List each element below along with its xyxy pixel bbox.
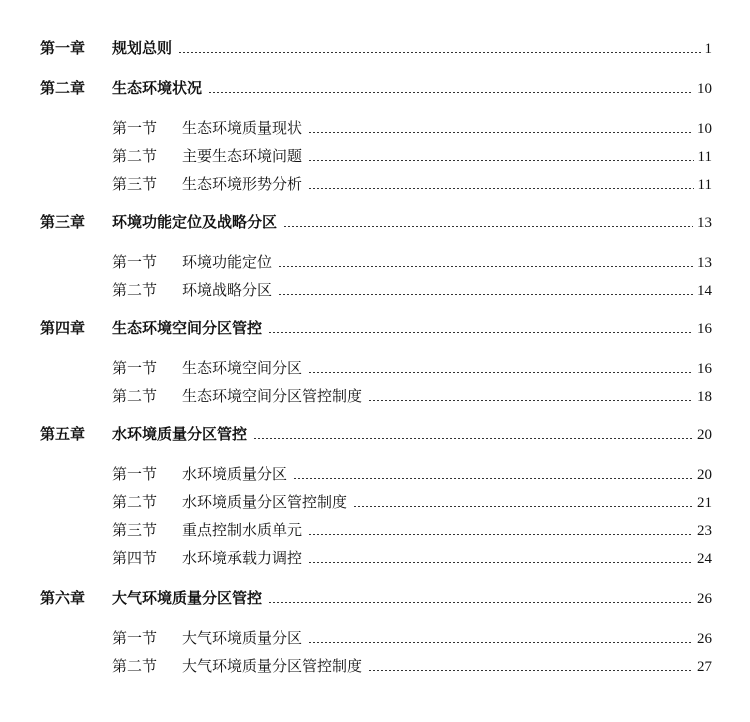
- dot-leader: [308, 642, 693, 643]
- chapter-title: 生态环境状况: [112, 79, 203, 97]
- section-title: 生态环境空间分区管控制度: [182, 387, 363, 405]
- chapter-number: 第二章: [40, 79, 86, 97]
- page-number: 11: [697, 177, 712, 193]
- section-number: 第一节: [112, 359, 158, 377]
- page-number: 16: [697, 321, 712, 337]
- chapter-title: 环境功能定位及战略分区: [112, 213, 278, 231]
- page-number: 27: [697, 659, 712, 675]
- dot-leader: [278, 266, 693, 267]
- page-number: 14: [697, 283, 712, 299]
- dot-leader: [368, 400, 693, 401]
- toc-section-5-4[interactable]: [112, 548, 712, 569]
- page-number: 18: [697, 389, 712, 405]
- dot-leader: [308, 372, 693, 373]
- dot-leader: [368, 670, 693, 671]
- dot-leader: [208, 92, 693, 93]
- chapter-title: 规划总则: [112, 39, 173, 57]
- section-number: 第一节: [112, 465, 158, 483]
- section-title: 生态环境形势分析: [182, 175, 303, 193]
- page-number: 24: [697, 551, 712, 567]
- page-number: 26: [697, 631, 712, 647]
- dot-leader: [268, 332, 693, 333]
- toc-chapter-6[interactable]: [40, 588, 712, 609]
- page-number: 23: [697, 523, 712, 539]
- page-number: 13: [697, 255, 712, 271]
- toc-section-6-1[interactable]: [112, 628, 712, 649]
- section-number: 第三节: [112, 175, 158, 193]
- page-number: 20: [697, 467, 712, 483]
- toc-chapter-4[interactable]: [40, 318, 712, 339]
- page-number: 13: [697, 215, 712, 231]
- chapter-title: 生态环境空间分区管控: [112, 319, 263, 337]
- toc-section-2-1[interactable]: [112, 118, 712, 139]
- dot-leader: [308, 534, 693, 535]
- dot-leader: [283, 226, 693, 227]
- section-number: 第二节: [112, 657, 158, 675]
- section-number: 第二节: [112, 387, 158, 405]
- section-title: 生态环境质量现状: [182, 119, 303, 137]
- toc-section-3-1[interactable]: [112, 252, 712, 273]
- dot-leader: [253, 438, 693, 439]
- toc-section-5-1[interactable]: [112, 464, 712, 485]
- chapter-number: 第五章: [40, 425, 86, 443]
- section-number: 第一节: [112, 629, 158, 647]
- page-number: 16: [697, 361, 712, 377]
- toc-section-5-2[interactable]: [112, 492, 712, 513]
- toc-section-5-3[interactable]: [112, 520, 712, 541]
- toc-section-3-2[interactable]: [112, 280, 712, 301]
- toc-chapter-5[interactable]: [40, 424, 712, 445]
- toc-chapter-1[interactable]: [40, 38, 712, 59]
- page-number: 10: [697, 121, 712, 137]
- section-title: 水环境质量分区: [182, 465, 288, 483]
- section-number: 第一节: [112, 119, 158, 137]
- section-number: 第二节: [112, 147, 158, 165]
- dot-leader: [308, 188, 694, 189]
- section-title: 主要生态环境问题: [182, 147, 303, 165]
- dot-leader: [308, 132, 693, 133]
- chapter-number: 第一章: [40, 39, 86, 57]
- section-number: 第四节: [112, 549, 158, 567]
- chapter-title: 大气环境质量分区管控: [112, 589, 263, 607]
- chapter-number: 第六章: [40, 589, 86, 607]
- page-number: 26: [697, 591, 712, 607]
- toc-section-4-2[interactable]: [112, 386, 712, 407]
- toc-section-2-3[interactable]: [112, 174, 712, 195]
- toc-section-6-2[interactable]: [112, 656, 712, 677]
- section-number: 第一节: [112, 253, 158, 271]
- section-number: 第二节: [112, 281, 158, 299]
- section-number: 第二节: [112, 493, 158, 511]
- dot-leader: [308, 160, 694, 161]
- page-number: 20: [697, 427, 712, 443]
- chapter-number: 第四章: [40, 319, 86, 337]
- dot-leader: [278, 294, 693, 295]
- page-number: 11: [697, 149, 712, 165]
- toc-section-2-2[interactable]: [112, 146, 712, 167]
- section-title: 环境战略分区: [182, 281, 273, 299]
- toc-chapter-2[interactable]: [40, 78, 712, 99]
- page-number: 10: [697, 81, 712, 97]
- page-number: 1: [704, 41, 712, 57]
- chapter-title: 水环境质量分区管控: [112, 425, 248, 443]
- section-title: 水环境承载力调控: [182, 549, 303, 567]
- chapter-number: 第三章: [40, 213, 86, 231]
- page-number: 21: [697, 495, 712, 511]
- toc-chapter-3[interactable]: [40, 212, 712, 233]
- section-title: 水环境质量分区管控制度: [182, 493, 348, 511]
- dot-leader: [268, 602, 693, 603]
- section-title: 大气环境质量分区管控制度: [182, 657, 363, 675]
- section-number: 第三节: [112, 521, 158, 539]
- dot-leader: [353, 506, 693, 507]
- section-title: 重点控制水质单元: [182, 521, 303, 539]
- dot-leader: [308, 562, 693, 563]
- section-title: 环境功能定位: [182, 253, 273, 271]
- section-title: 生态环境空间分区: [182, 359, 303, 377]
- toc-section-4-1[interactable]: [112, 358, 712, 379]
- section-title: 大气环境质量分区: [182, 629, 303, 647]
- dot-leader: [178, 52, 700, 53]
- dot-leader: [293, 478, 693, 479]
